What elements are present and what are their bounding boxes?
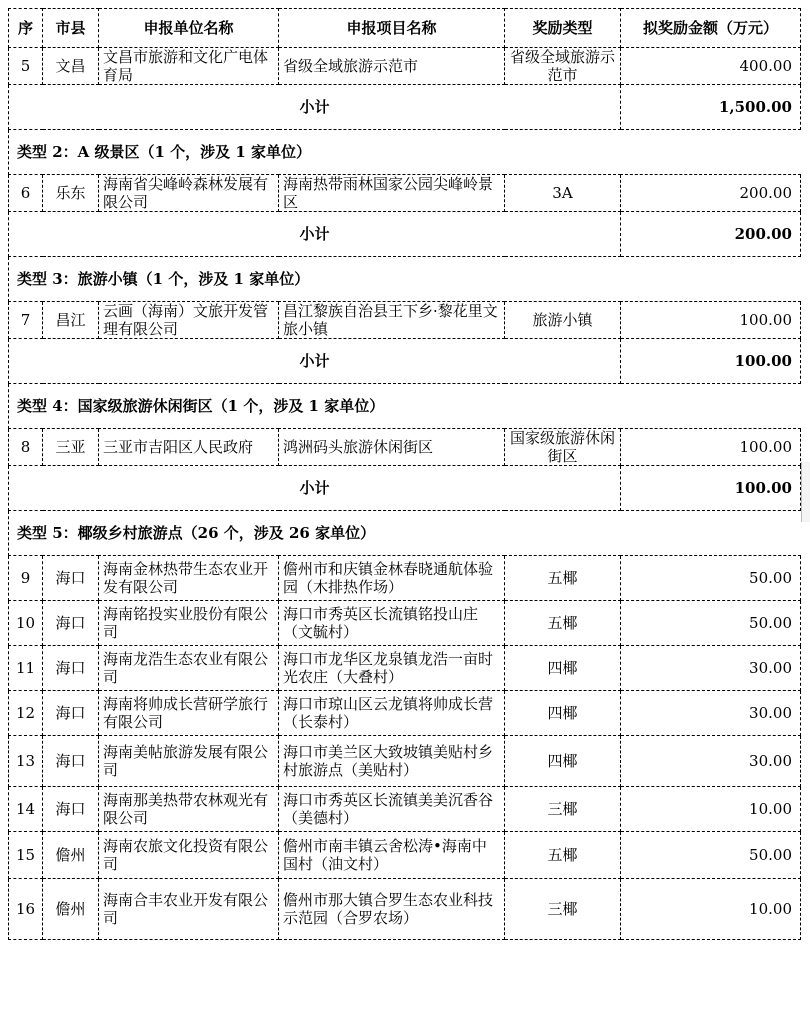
section-row	[9, 511, 801, 556]
cell-type: 四椰	[505, 736, 621, 787]
cell-amount: 50.00	[621, 832, 801, 879]
cell-county: 昌江	[43, 302, 99, 339]
cell-county: 海口	[43, 601, 99, 646]
cell-seq: 6	[9, 175, 43, 212]
section-row	[9, 257, 801, 302]
cell-unit: 海南铭投实业股份有限公司	[99, 601, 279, 646]
cell-type: 三椰	[505, 879, 621, 940]
section-title: 类型 2：A 级景区（1 个，涉及 1 家单位）	[9, 130, 801, 175]
cell-project: 省级全域旅游示范市	[279, 48, 505, 85]
cell-amount: 100.00	[621, 429, 801, 466]
cell-amount: 30.00	[621, 646, 801, 691]
cell-amount: 10.00	[621, 787, 801, 832]
cell-project: 昌江黎族自治县王下乡·黎花里文旅小镇	[279, 302, 505, 339]
section-title: 类型 5：椰级乡村旅游点（26 个，涉及 26 家单位）	[9, 511, 801, 556]
cell-county: 儋州	[43, 832, 99, 879]
cell-seq: 7	[9, 302, 43, 339]
cell-unit: 海南美帖旅游发展有限公司	[99, 736, 279, 787]
header-row	[9, 9, 801, 48]
section-row	[9, 130, 801, 175]
cell-type: 四椰	[505, 646, 621, 691]
cell-project: 海口市龙华区龙泉镇龙浩一亩时光农庄（大叠村）	[279, 646, 505, 691]
table-row	[9, 429, 801, 466]
cell-unit: 海南将帅成长营研学旅行有限公司	[99, 691, 279, 736]
cell-county: 海口	[43, 736, 99, 787]
cell-unit: 海南那美热带农林观光有限公司	[99, 787, 279, 832]
cell-county: 海口	[43, 646, 99, 691]
document-page	[8, 8, 800, 940]
cell-type: 3A	[505, 175, 621, 212]
cell-unit: 海南龙浩生态农业有限公司	[99, 646, 279, 691]
cell-county: 儋州	[43, 879, 99, 940]
table-row	[9, 302, 801, 339]
subtotal-label: 小计	[9, 85, 621, 130]
header-type: 奖励类型	[505, 9, 621, 48]
cell-unit: 海南合丰农业开发有限公司	[99, 879, 279, 940]
cell-seq: 8	[9, 429, 43, 466]
cell-seq: 16	[9, 879, 43, 940]
header-seq: 序	[9, 9, 43, 48]
cell-type: 旅游小镇	[505, 302, 621, 339]
cell-amount: 100.00	[621, 302, 801, 339]
cell-project: 海南热带雨林国家公园尖峰岭景区	[279, 175, 505, 212]
subtotal-amount: 200.00	[621, 212, 801, 257]
cell-amount: 10.00	[621, 879, 801, 940]
subtotal-row	[9, 212, 801, 257]
cell-type: 省级全域旅游示范市	[505, 48, 621, 85]
cell-project: 海口市秀英区长流镇美美沉香谷（美德村）	[279, 787, 505, 832]
cell-seq: 11	[9, 646, 43, 691]
cell-amount: 200.00	[621, 175, 801, 212]
header-unit: 申报单位名称	[99, 9, 279, 48]
section-title: 类型 3：旅游小镇（1 个，涉及 1 家单位）	[9, 257, 801, 302]
cell-amount: 30.00	[621, 736, 801, 787]
subtotal-label: 小计	[9, 212, 621, 257]
table-row	[9, 556, 801, 601]
section-title: 类型 4：国家级旅游休闲街区（1 个，涉及 1 家单位）	[9, 384, 801, 429]
cell-amount: 50.00	[621, 601, 801, 646]
header-project: 申报项目名称	[279, 9, 505, 48]
cell-project: 海口市美兰区大致坡镇美贴村乡村旅游点（美贴村）	[279, 736, 505, 787]
subtotal-row	[9, 339, 801, 384]
cell-type: 五椰	[505, 832, 621, 879]
cell-amount: 50.00	[621, 556, 801, 601]
scroll-edge-marker	[801, 462, 810, 522]
header-amount: 拟奖励金额（万元）	[621, 9, 801, 48]
subtotal-label: 小计	[9, 466, 621, 511]
table-row	[9, 175, 801, 212]
cell-county: 乐东	[43, 175, 99, 212]
cell-seq: 14	[9, 787, 43, 832]
table-row	[9, 646, 801, 691]
cell-amount: 400.00	[621, 48, 801, 85]
subtotal-row	[9, 466, 801, 511]
cell-seq: 9	[9, 556, 43, 601]
cell-unit: 文昌市旅游和文化广电体育局	[99, 48, 279, 85]
cell-seq: 5	[9, 48, 43, 85]
table-row	[9, 691, 801, 736]
header-county: 市县	[43, 9, 99, 48]
cell-project: 儋州市那大镇合罗生态农业科技示范园（合罗农场）	[279, 879, 505, 940]
cell-project: 海口市秀英区长流镇铭投山庄（文毓村）	[279, 601, 505, 646]
table-row	[9, 787, 801, 832]
cell-project: 鸿洲码头旅游休闲街区	[279, 429, 505, 466]
table-row	[9, 736, 801, 787]
cell-type: 三椰	[505, 787, 621, 832]
cell-unit: 海南农旅文化投资有限公司	[99, 832, 279, 879]
cell-project: 儋州市和庆镇金林春晓通航体验园（木排热作场）	[279, 556, 505, 601]
section-row	[9, 384, 801, 429]
table-row	[9, 48, 801, 85]
cell-unit: 海南金林热带生态农业开发有限公司	[99, 556, 279, 601]
cell-unit: 海南省尖峰岭森林发展有限公司	[99, 175, 279, 212]
table-row	[9, 601, 801, 646]
cell-project: 海口市琼山区云龙镇将帅成长营（长泰村）	[279, 691, 505, 736]
cell-type: 国家级旅游休闲街区	[505, 429, 621, 466]
subtotal-row	[9, 85, 801, 130]
cell-seq: 15	[9, 832, 43, 879]
cell-seq: 12	[9, 691, 43, 736]
subtotal-amount: 100.00	[621, 339, 801, 384]
cell-type: 五椰	[505, 601, 621, 646]
cell-county: 海口	[43, 691, 99, 736]
cell-seq: 13	[9, 736, 43, 787]
subtotal-label: 小计	[9, 339, 621, 384]
cell-type: 四椰	[505, 691, 621, 736]
cell-county: 海口	[43, 787, 99, 832]
award-table	[8, 8, 801, 940]
cell-unit: 云画（海南）文旅开发管理有限公司	[99, 302, 279, 339]
subtotal-amount: 1,500.00	[621, 85, 801, 130]
cell-project: 儋州市南丰镇云舍松涛•海南中国村（油文村）	[279, 832, 505, 879]
cell-unit: 三亚市吉阳区人民政府	[99, 429, 279, 466]
subtotal-amount: 100.00	[621, 466, 801, 511]
cell-amount: 30.00	[621, 691, 801, 736]
table-row	[9, 879, 801, 940]
cell-county: 海口	[43, 556, 99, 601]
cell-county: 三亚	[43, 429, 99, 466]
cell-county: 文昌	[43, 48, 99, 85]
table-row	[9, 832, 801, 879]
cell-type: 五椰	[505, 556, 621, 601]
cell-seq: 10	[9, 601, 43, 646]
